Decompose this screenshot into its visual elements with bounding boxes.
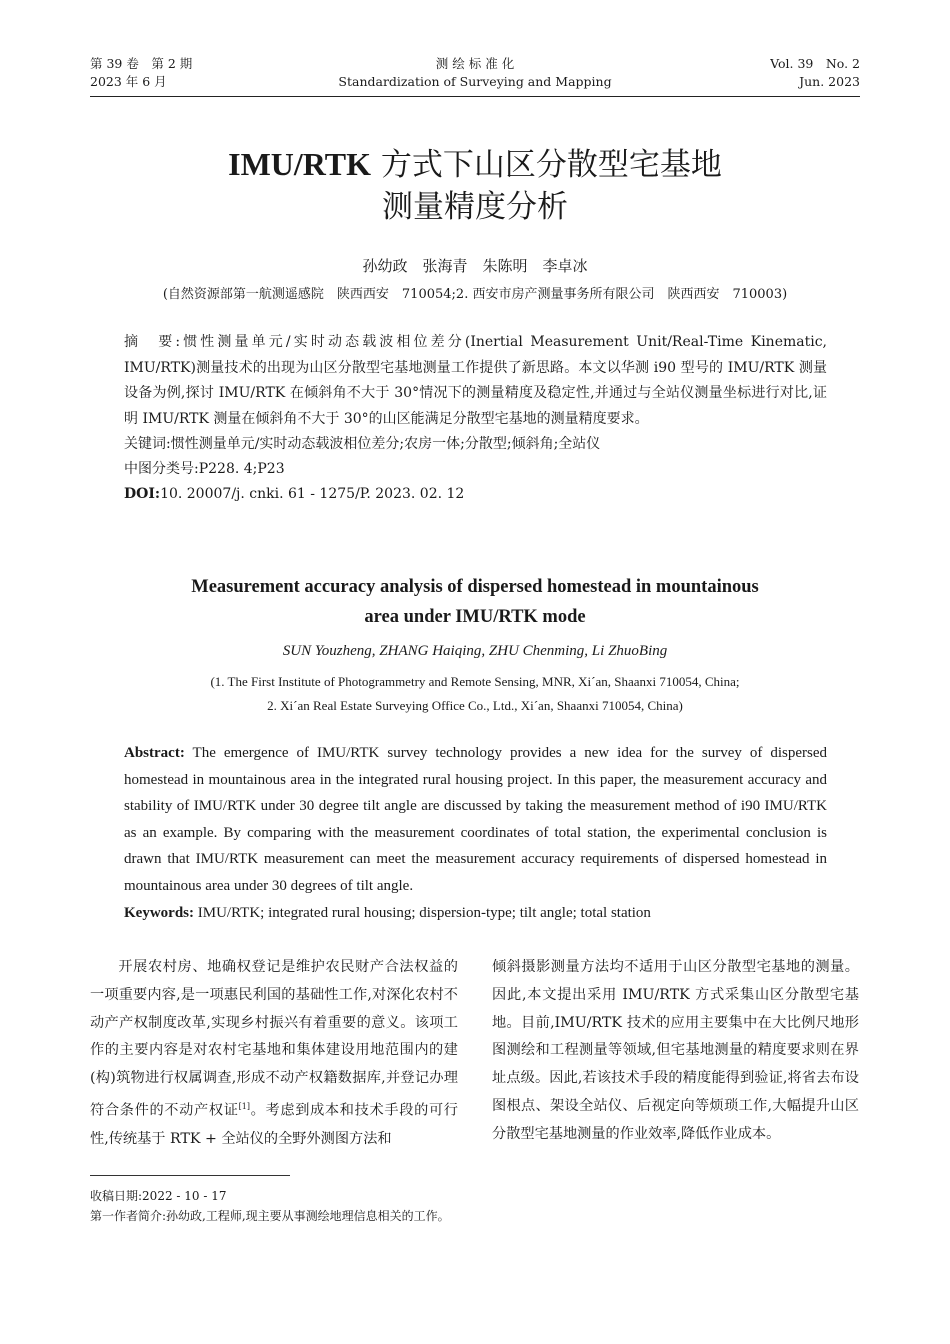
abstract-en-label: Abstract: (124, 745, 185, 761)
journal-issue-info (90, 55, 192, 91)
keywords-en-text: IMU/RTK; integrated rural housing; dispersion-type; tilt angle; total station (194, 904, 651, 921)
abstract-en (124, 740, 827, 900)
received-date: 收稿日期:2022 - 10 - 17 (90, 1189, 227, 1203)
volume-issue: 第 39 卷 第 2 期 (90, 56, 193, 71)
body-column-right: 倾斜摄影测量方法均不适用于山区分散型宅基地的测量。因此,本文提出采用 IMU/RTK 方式采集山区分散型宅基地。目前,IMU/RTK 技术的应用主要集中在大比例尺地形图测绘和工程测量等领域,但宅基地测量的精度要求则在界址点级。因此,若该技术手段的精度能得到验证,将省去布设图根点、架设全站仪、后视定向等烦琐工作,大幅提升山区分散型宅基地测量的作业效率,降低作业成本。 (492, 959, 859, 1142)
journal-name-cn: 测 绘 标 准 化 (435, 56, 515, 71)
publication-date: 2023 年 6 月 (90, 74, 167, 89)
header-rule (90, 96, 860, 97)
publication-date-en: Jun. 2023 (799, 74, 860, 89)
abstract-en-block (124, 740, 827, 926)
abstract-cn-text: 惯性测量单元/实时动态载波相位差分(Inertial Measurement Unit/Real-Time Kinematic, IMU/RTK)测量技术的出现为山区分散型宅基地测量工作提供了新思路。本文以华测 i90 型号的 IMU/RTK 测量设备为例,探讨 IMU/RTK 在倾斜角不大于 30°情况下的测量精度及稳定性,并通过与全站仪测量坐标进行对比,证明 IMU/RTK 测量在倾斜角不大于 30°的山区能满足分散型宅基地的测量精度要求。 (124, 334, 828, 427)
clc-label: 中图分类号: (124, 461, 199, 477)
affiliation-en (90, 670, 860, 718)
keywords-cn-text: 惯性测量单元/实时动态载波相位差分;农房一体;分散型;倾斜角;全站仪 (170, 436, 601, 452)
title-prefix: IMU/RTK (228, 146, 371, 182)
journal-issue-info-en (770, 55, 860, 91)
body-left-text-2: 。考虑到成本和技术手段的可行性,传统基于 RTK + 全站仪的全野外测图方法和 (90, 1102, 458, 1147)
title-en-line2: area under IMU/RTK mode (364, 607, 586, 627)
journal-name-en: Standardization of Surveying and Mapping (338, 74, 612, 89)
authors-cn: 孙幼政 张海青 朱陈明 李卓冰 (362, 257, 588, 275)
clc-text: P228. 4;P23 (198, 461, 285, 477)
keywords-cn (124, 432, 827, 457)
doi-label: DOI: (124, 486, 161, 502)
clc-number (124, 457, 827, 482)
keywords-en (124, 900, 827, 927)
abstract-en-text: The emergence of IMU/RTK survey technology provides a new idea for the survey of dispersed homestead in mountainous area in the integrated rural housing project. In this paper, the measurement accuracy and stability of IMU/RTK under 30 degree tilt angle are discussed by taking the measurement method of i90 IMU/RTK as an example. By comparing with the measurement coordinates of total station, the experimental conclusion is drawn that IMU/RTK measurement can meet the measurement accuracy requirements of dispersed homestead in mountainous area under 30 degrees of tilt angle. (124, 745, 827, 894)
paper-title (90, 143, 860, 228)
body-column-left (90, 954, 458, 1153)
affiliation-cn: (自然资源部第一航测遥感院 陕西西安 710054;2. 西安市房产测量事务所有限公司 陕西西安 710003) (162, 287, 788, 302)
first-author-intro: 第一作者简介:孙幼政,工程师,现主要从事测绘地理信息相关的工作。 (90, 1209, 450, 1223)
volume-issue-en: Vol. 39 No. 2 (770, 56, 860, 71)
journal-name (300, 55, 650, 91)
abstract-cn-block (124, 330, 827, 507)
affiliation-en-line2: 2. Xi´an Real Estate Surveying Office Co., Ltd., Xi´an, Shaanxi 710054, China) (267, 698, 683, 713)
title-line2: 测量精度分析 (382, 189, 568, 225)
doi-text: 10. 20007/j. cnki. 61 - 1275/P. 2023. 02. 12 (160, 486, 465, 502)
title-en-line1: Measurement accuracy analysis of dispersed homestead in mountainous (191, 577, 759, 597)
citation-ref: [1] (238, 1101, 250, 1111)
affiliation-en-line1: (1. The First Institute of Photogrammetry and Remote Sensing, MNR, Xi´an, Shaanxi 710054, China; (210, 674, 740, 689)
body-left-text-1: 开展农村房、地确权登记是维护农民财产合法权益的一项重要内容,是一项惠民利国的基础性工作,对深化农村不动产产权制度改革,实现乡村振兴有着重要的意义。该项工作的主要内容是对农村宅基地和集体建设用地范围内的建(构)筑物进行权属调查,形成不动产权籍数据库,并登记办理符合条件的不动产权证 (90, 959, 458, 1119)
footnote-rule (90, 1175, 290, 1176)
abstract-cn (124, 330, 827, 432)
doi (124, 482, 827, 507)
keywords-cn-label: 关键词: (124, 436, 171, 452)
abstract-cn-label: 摘 要: (124, 334, 181, 350)
paper-title-en (90, 572, 860, 632)
authors-en: SUN Youzheng, ZHANG Haiqing, ZHU Chenming, Li ZhuoBing (282, 643, 668, 659)
keywords-en-label: Keywords: (124, 904, 194, 921)
title-line1: 方式下山区分散型宅基地 (371, 147, 722, 183)
